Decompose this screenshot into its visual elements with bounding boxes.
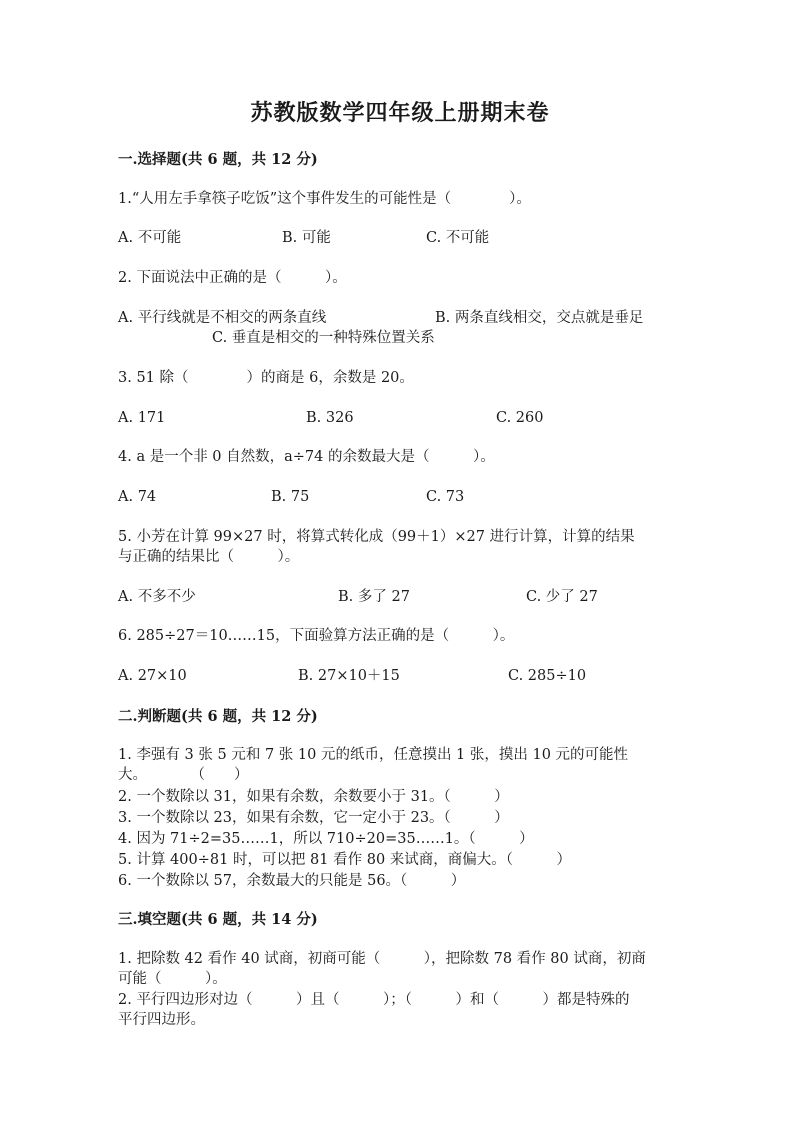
section-heading-judgement: 二.判断题(共 6 题，共 12 分): [118, 708, 318, 725]
q3-option-c: C. 260: [496, 410, 544, 426]
q6-option-b: B. 27×10＋15: [298, 668, 400, 684]
judgement-line-4: 3. 一个数除以 23，如果有余数，它一定小于 23。（ ）: [118, 810, 509, 826]
q6-option-c: C. 285÷10: [508, 668, 587, 684]
q4-option-c: C. 73: [426, 489, 465, 505]
question-4: 4. a 是一个非 0 自然数，a÷74 的余数最大是（ ）。: [118, 449, 495, 465]
judgement-line-6: 5. 计算 400÷81 时，可以把 81 看作 80 来试商，商偏大。（ ）: [118, 852, 572, 868]
q3-option-a: A. 171: [118, 410, 166, 426]
fill-line-4: 平行四边形。: [118, 1012, 205, 1028]
question-5: 5. 小芳在计算 99×27 时，将算式转化成（99＋1）×27 进行计算，计算的结果: [118, 529, 635, 545]
fill-line-3: 2. 平行四边形对边（ ）且（ ）；（ ）和（ ）都是特殊的: [118, 992, 630, 1008]
question-1: 1.“人用左手拿筷子吃饭”这个事件发生的可能性是（ ）。: [118, 191, 531, 207]
fill-line-1: 1. 把除数 42 看作 40 试商，初商可能（ ），把除数 78 看作 80 试商，初商: [118, 951, 646, 967]
q5-option-c: C. 少了 27: [526, 589, 598, 605]
q1-option-c: C. 不可能: [426, 230, 490, 246]
judgement-line-2: 大。 （ ）: [118, 767, 249, 783]
question-2: 2. 下面说法中正确的是（ ）。: [118, 270, 347, 286]
q1-option-b: B. 可能: [282, 230, 331, 246]
question-6: 6. 285÷27＝10……15，下面验算方法正确的是（ ）。: [118, 628, 515, 644]
judgement-line-3: 2. 一个数除以 31，如果有余数，余数要小于 31。（ ）: [118, 789, 509, 805]
judgement-line-1: 1. 李强有 3 张 5 元和 7 张 10 元的纸币，任意摸出 1 张，摸出 10 元的可能性: [118, 747, 629, 763]
judgement-line-5: 4. 因为 71÷2=35……1，所以 710÷20=35……1。（ ）: [118, 831, 534, 847]
question-3: 3. 51 除（ ）的商是 6，余数是 20。: [118, 370, 414, 386]
q2-option-b: B. 两条直线相交，交点就是垂足: [435, 310, 644, 326]
q1-option-a: A. 不可能: [118, 230, 182, 246]
q4-option-a: A. 74: [118, 489, 157, 505]
q5-option-a: A. 不多不少: [118, 589, 196, 605]
q6-option-a: A. 27×10: [118, 668, 187, 684]
question-5-cont: 与正确的结果比（ ）。: [118, 549, 300, 565]
q4-option-b: B. 75: [271, 489, 310, 505]
q2-option-c: C. 垂直是相交的一种特殊位置关系: [212, 330, 435, 346]
section-heading-fill: 三.填空题(共 6 题，共 14 分): [118, 911, 318, 928]
page-title: 苏教版数学四年级上册期末卷: [250, 100, 550, 126]
q3-option-b: B. 326: [306, 410, 354, 426]
q5-option-b: B. 多了 27: [338, 589, 410, 605]
fill-line-2: 可能（ ）。: [118, 971, 227, 987]
section-heading-choice: 一.选择题(共 6 题，共 12 分): [118, 151, 318, 168]
q2-option-a: A. 平行线就是不相交的两条直线: [118, 310, 327, 326]
judgement-line-7: 6. 一个数除以 57，余数最大的只能是 56。（ ）: [118, 873, 466, 889]
